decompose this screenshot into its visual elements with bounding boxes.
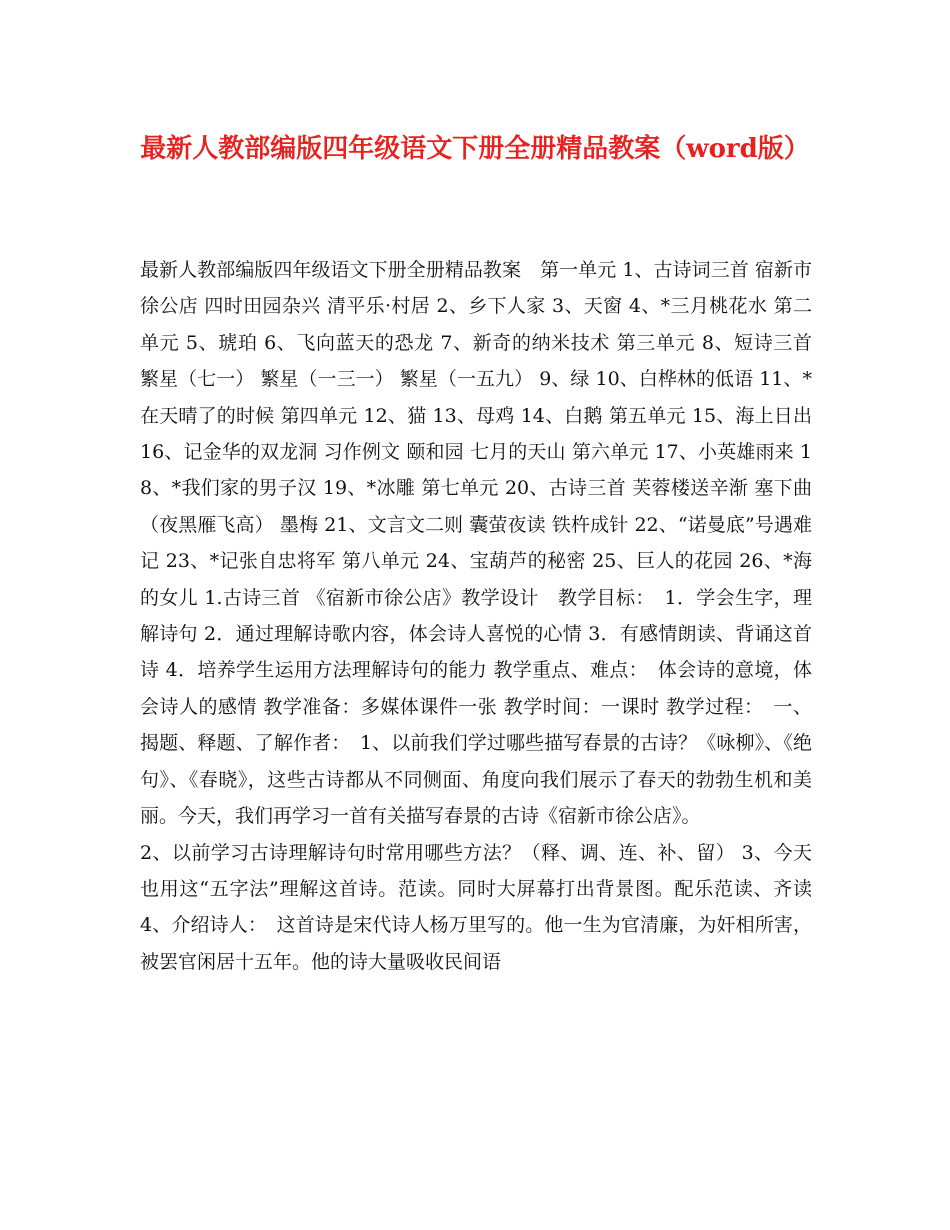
body-paragraph: 2、以前学习古诗理解诗句时常用哪些方法？（释、调、连、补、留） 3、今天也用这“五字法”理解这首诗。范读。同时大屏幕打出背景图。配乐范读、齐读 4、介绍诗人： 这首诗是宋代诗人杨万里写的。他一生为官清廉，为奸相所害，被罢官闲居十五年。他的诗大量吸收民间语	[140, 841, 812, 973]
document-title: 最新人教部编版四年级语文下册全册精品教案（word版）	[140, 134, 810, 164]
body-paragraph: 最新人教部编版四年级语文下册全册精品教案 第一单元 1、古诗词三首 宿新市徐公店 四时田园杂兴 清平乐·村居 2、乡下人家 3、天窗 4、*三月桃花水 第二单元 5、琥珀 6、飞向蓝天的恐龙 7、新奇的纳米技术 第三单元 8、短诗三首 繁星（七一） 繁星（一三一） 繁星（一五九） 9、绿 10、白桦林的低语 11、*在天晴了的时候 第四单元 12、猫 13、母鸡 14、白鹅 第五单元 15、海上日出 16、记金华的双龙洞 习作例文 颐和园 七月的天山 第六单元 17、小英雄雨来 18、*我们家的男子汉 19、*冰雕 第七单元 20、古诗三首 芙蓉楼送辛渐 塞下曲（夜黑雁飞高） 墨梅 21、文言文二则 囊萤夜读 铁杵成针 22、“诺曼底”号遇难记 23、*记张自忠将军 第八单元 24、宝葫芦的秘密 25、巨人的花园 26、*海的女儿 1.古诗三首 《宿新市徐公店》教学设计 教学目标： 1．学会生字，理解诗句 2．通过理解诗歌内容，体会诗人喜悦的心情 3．有感情朗读、背诵这首诗 4．培养学生运用方法理解诗句的能力 教学重点、难点： 体会诗的意境，体会诗人的感情 教学准备：多媒体课件一张 教学时间：一课时 教学过程： 一、揭题、释题、了解作者： 1、以前我们学过哪些描写春景的古诗？《咏柳》、《绝句》、《春晓》，这些古诗都从不同侧面、角度向我们展示了春天的勃勃生机和美丽。今天，我们再学习一首有关描写春景的古诗《宿新市徐公店》。	[140, 259, 812, 828]
document-body	[140, 252, 812, 980]
